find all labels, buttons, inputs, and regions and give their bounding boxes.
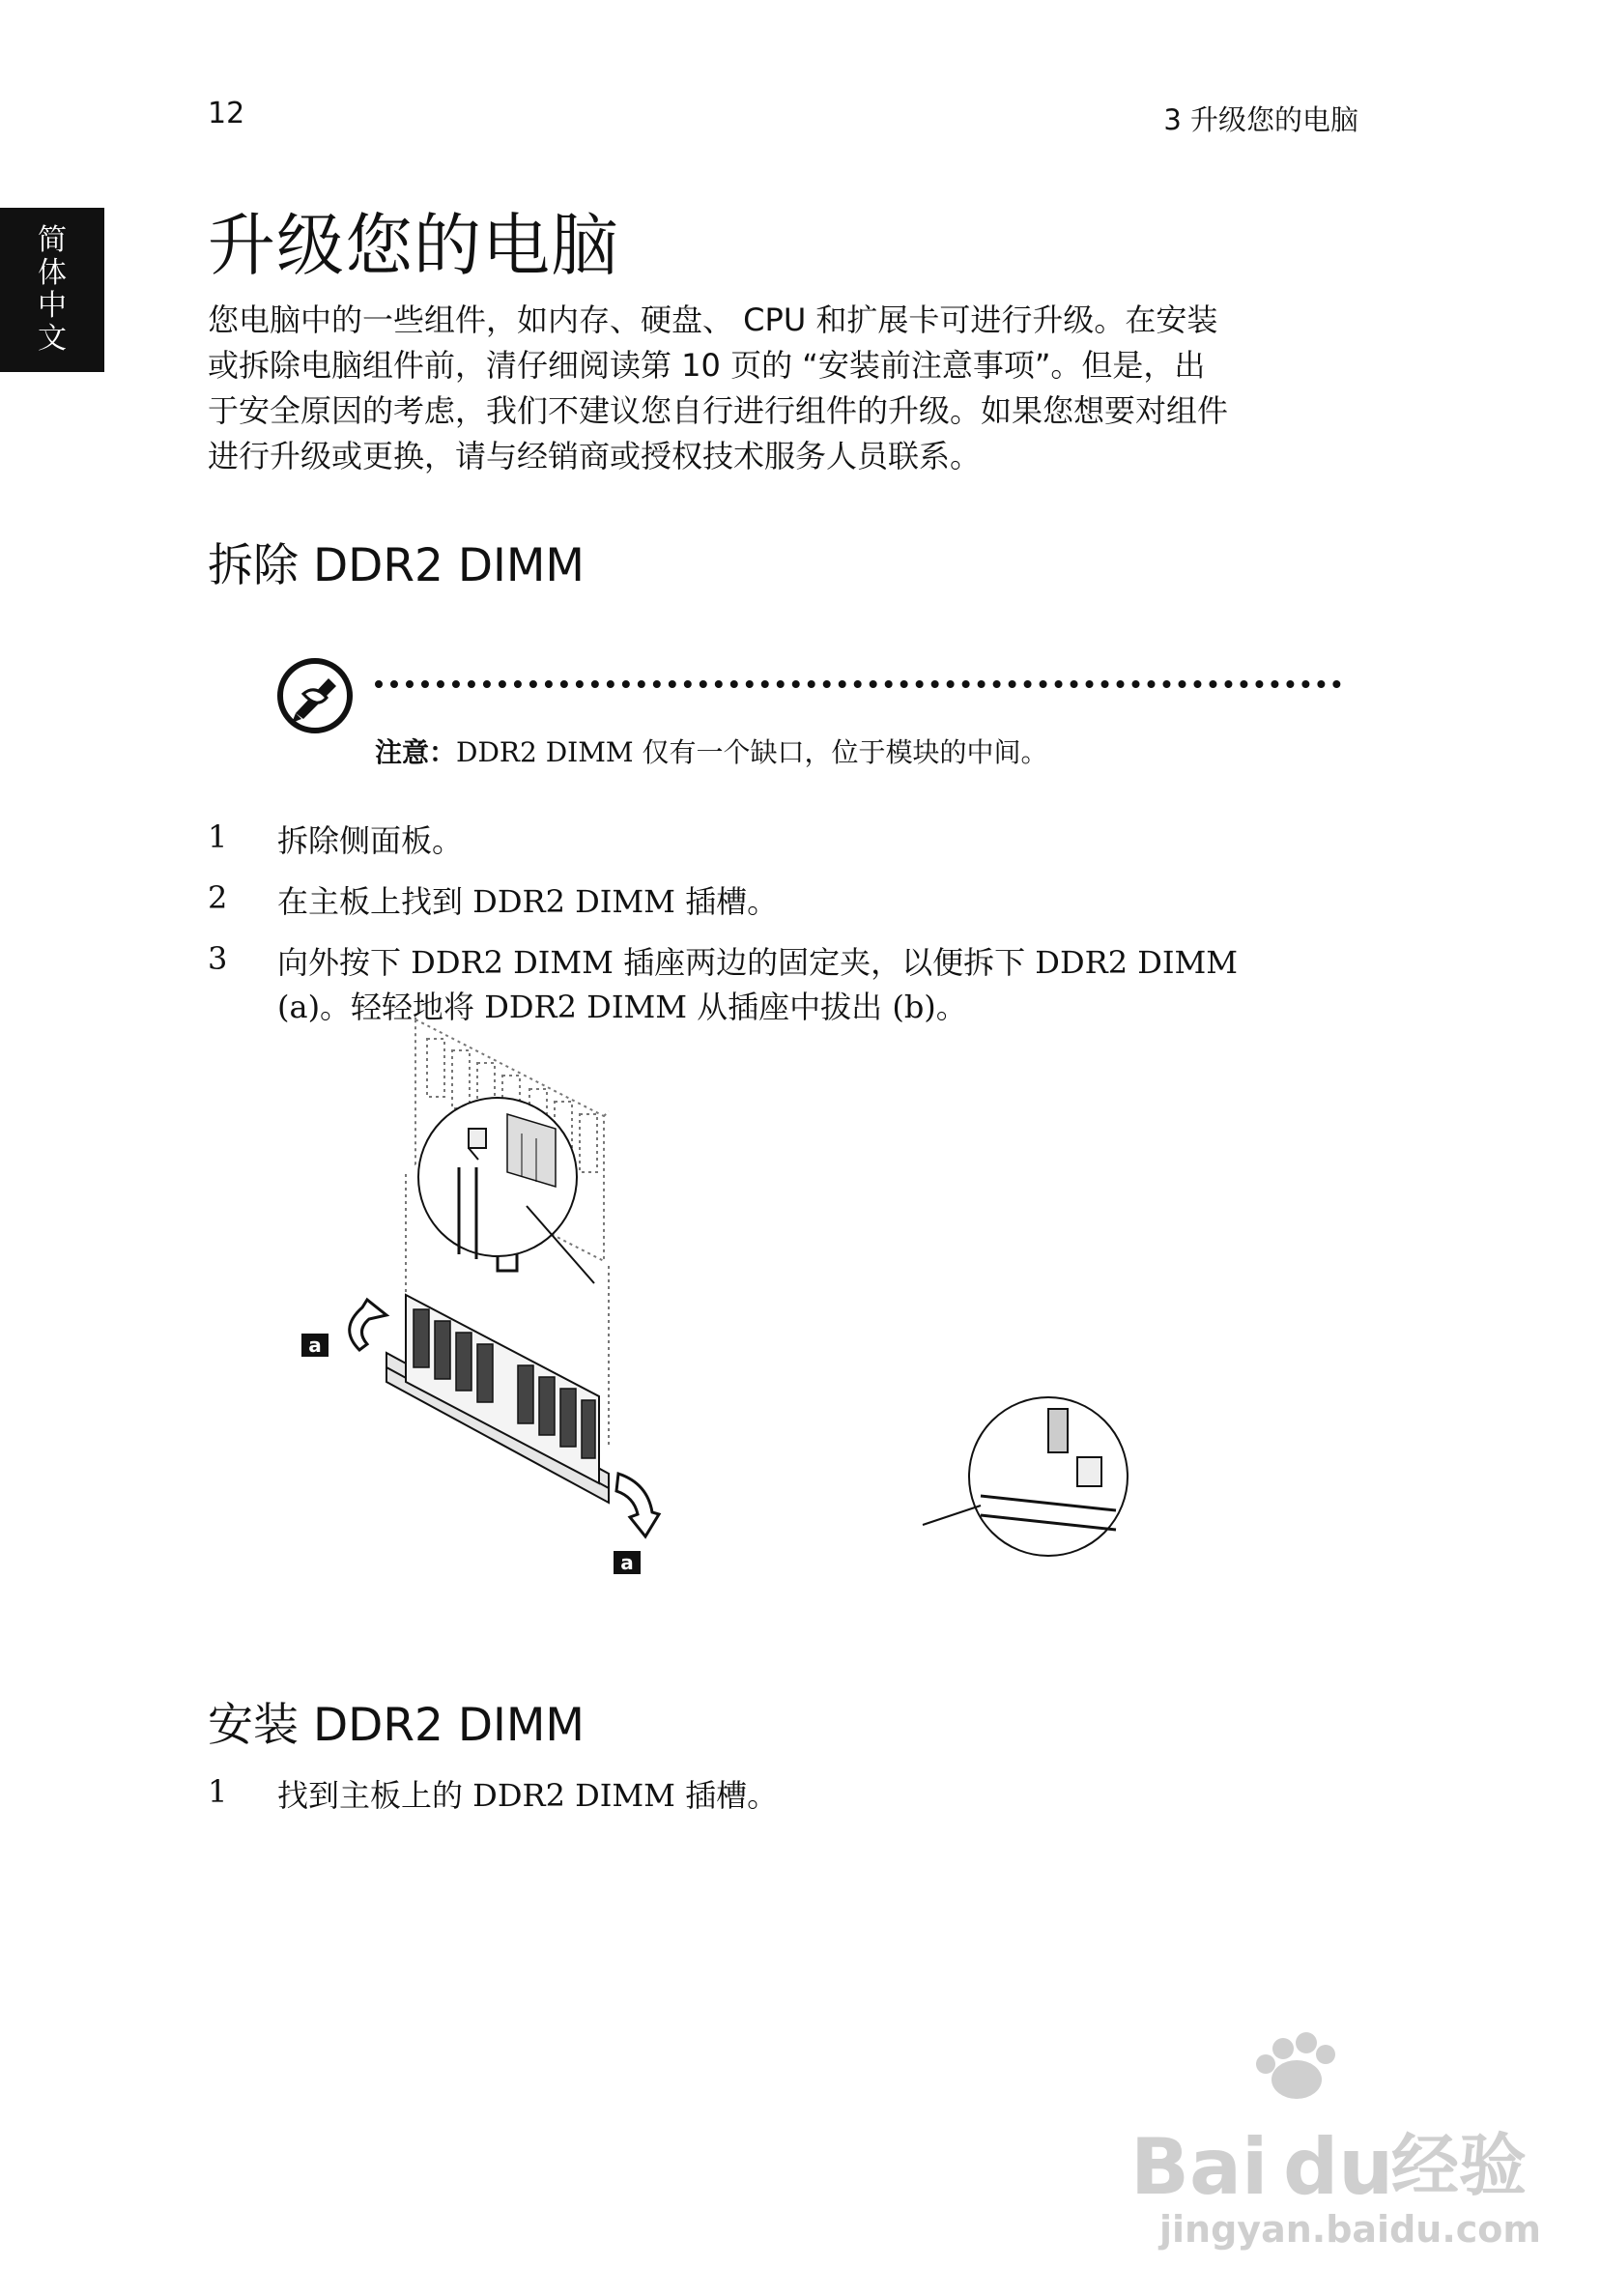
step-text: 找到主板上的 DDR2 DIMM 插槽。 [277,1777,779,1814]
detail-zoom-left [411,1090,594,1283]
step-number: 3 [208,940,228,977]
language-tab-char: 中 [38,289,67,323]
svg-text:a: a [620,1551,634,1574]
svg-text:Bai: Bai [1130,2122,1269,2212]
page-number: 12 [208,97,245,130]
step-number: 1 [208,818,228,855]
intro-line: 您电脑中的一些组件，如内存、硬盘、 CPU 和扩展卡可进行升级。在安装 [208,301,1218,338]
step-text [277,940,1238,1029]
rotate-arrow-right-icon [616,1474,659,1536]
language-tab-char: 文 [38,322,67,356]
section-heading-remove: 拆除 DDR2 DIMM [208,539,585,592]
step-text: 在主板上找到 DDR2 DIMM 插槽。 [277,883,779,920]
svg-text:a: a [308,1334,322,1357]
intro-line: 或拆除电脑组件前，清仔细阅读第 10 页的 “安装前注意事项”。但是，出 [208,347,1206,384]
intro-paragraph [208,298,1377,479]
svg-text:du: du [1283,2122,1394,2212]
svg-text:jingyan.baidu.com: jingyan.baidu.com [1159,2208,1541,2251]
baidu-jingyan-watermark [1121,2029,1541,2261]
section-heading-install: 安装 DDR2 DIMM [208,1699,585,1752]
intro-line: 于安全原因的考虑，我们不建议您自行进行组件的升级。如果您想要对组件 [208,392,1229,429]
svg-text:经验: 经验 [1391,2126,1527,2205]
language-tab [0,208,104,372]
rotate-arrow-left-icon [350,1300,386,1350]
running-title: 3 升级您的电脑 [1163,103,1358,136]
page-title: 升级您的电脑 [208,206,619,285]
language-tab-char: 体 [38,256,67,290]
note-body: DDR2 DIMM 仅有一个缺口，位于模块的中间。 [456,736,1048,768]
note-divider [375,680,1341,688]
step-number: 1 [208,1773,228,1810]
note-pen-icon [274,655,356,736]
step-text-line: 向外按下 DDR2 DIMM 插座两边的固定夹，以便拆下 DDR2 DIMM [277,944,1239,981]
step-text-line: (a)。轻轻地将 DDR2 DIMM 从插座中拔出 (b)。 [277,989,967,1025]
language-tab-char: 简 [38,223,67,257]
paw-logo [1256,2032,1335,2099]
step-number: 2 [208,879,228,916]
step-text: 拆除侧面板。 [277,822,464,859]
detail-zoom-right [913,1380,1135,1573]
note-label: 注意： [375,736,457,768]
intro-line: 进行升级或更换，请与经销商或授权技术服务人员联系。 [208,438,982,474]
note-text [375,732,1047,770]
